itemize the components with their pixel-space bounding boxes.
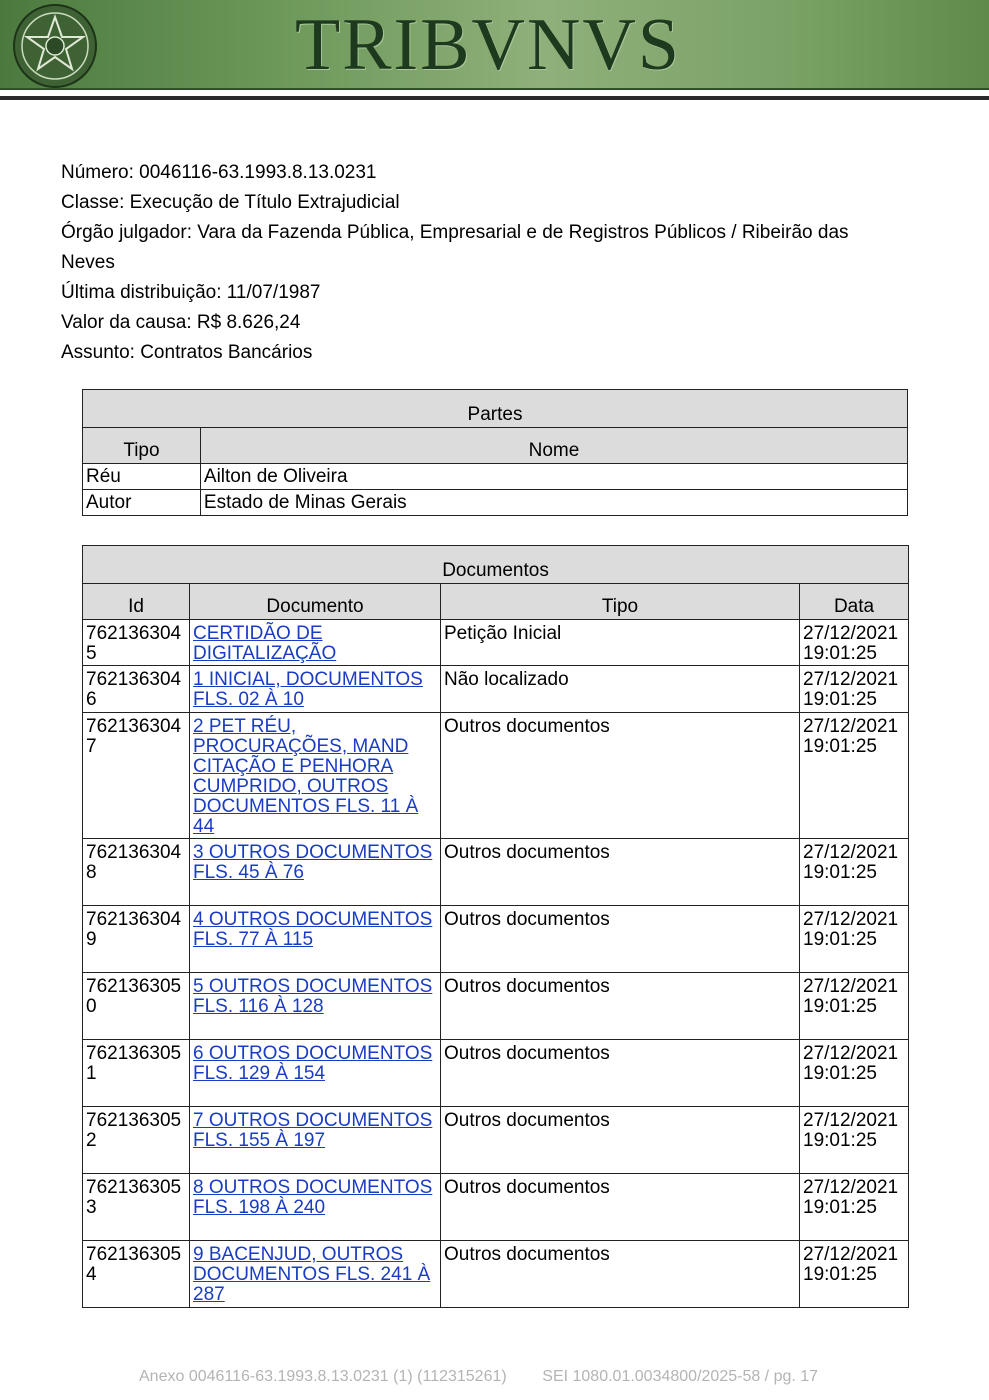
table-row — [83, 1040, 909, 1107]
document-link[interactable]: 6 OUTROS DOCUMENTOS FLS. 129 À 154 — [193, 1043, 433, 1084]
document-date: 27/12/2021 19:01:25 — [800, 1107, 909, 1174]
parties-header-row — [83, 428, 908, 464]
document-cell — [190, 839, 441, 906]
table-row — [83, 1174, 909, 1241]
parties-header-tipo: Tipo — [83, 428, 201, 464]
table-row — [83, 1107, 909, 1174]
document-link[interactable]: 2 PET RÉU, PROCURAÇÕES, MAND CITAÇÃO E PENHORA CUMPRIDO, OUTROS DOCUMENTOS FLS. 11 À 44 — [193, 716, 419, 837]
footer-anexo: Anexo 0046116-63.1993.8.13.0231 (1) (112315261) — [139, 1368, 507, 1385]
document-cell — [190, 666, 441, 713]
parties-caption-row — [83, 390, 908, 428]
table-row — [83, 490, 908, 516]
document-id: 7621363047 — [83, 713, 190, 839]
process-value: Valor da causa: R$ 8.626,24 — [61, 312, 301, 333]
document-type: Outros documentos — [441, 1174, 800, 1241]
documents-table — [82, 545, 909, 1308]
table-row — [83, 620, 909, 666]
document-id: 7621363053 — [83, 1174, 190, 1241]
document-date: 27/12/2021 19:01:25 — [800, 973, 909, 1040]
document-id: 7621363049 — [83, 906, 190, 973]
document-link[interactable]: CERTIDÃO DE DIGITALIZAÇÃO — [193, 623, 337, 664]
party-type: Autor — [83, 490, 201, 516]
document-type: Não localizado — [441, 666, 800, 713]
document-type: Outros documentos — [441, 839, 800, 906]
process-subject: Assunto: Contratos Bancários — [61, 342, 313, 363]
document-cell — [190, 906, 441, 973]
process-court-cont: Neves — [61, 252, 115, 273]
document-link[interactable]: 1 INICIAL, DOCUMENTOS FLS. 02 À 10 — [193, 669, 423, 710]
table-row — [83, 839, 909, 906]
parties-header-nome: Nome — [200, 428, 907, 464]
document-id: 7621363048 — [83, 839, 190, 906]
table-row — [83, 1241, 909, 1308]
table-row — [83, 973, 909, 1040]
documents-header-id: Id — [83, 584, 190, 620]
footer-sei: SEI 1080.01.0034800/2025-58 / pg. 17 — [542, 1368, 819, 1385]
document-cell — [190, 1107, 441, 1174]
document-date: 27/12/2021 19:01:25 — [800, 839, 909, 906]
logo-text: TRIBVNVS — [295, 4, 682, 86]
process-metadata — [61, 158, 921, 368]
document-type: Outros documentos — [441, 713, 800, 839]
parties-table — [82, 389, 908, 516]
party-name: Ailton de Oliveira — [200, 464, 907, 490]
document-cell — [190, 713, 441, 839]
document-cell — [190, 1040, 441, 1107]
document-link[interactable]: 5 OUTROS DOCUMENTOS FLS. 116 À 128 — [193, 976, 433, 1017]
party-name: Estado de Minas Gerais — [200, 490, 907, 516]
document-id: 7621363052 — [83, 1107, 190, 1174]
document-cell — [190, 620, 441, 666]
header-banner — [0, 0, 989, 90]
document-id: 7621363051 — [83, 1040, 190, 1107]
process-court: Órgão julgador: Vara da Fazenda Pública, Empresarial e de Registros Públicos / Ribeirão das — [61, 222, 849, 243]
document-cell — [190, 1174, 441, 1241]
page-footer — [139, 1368, 818, 1386]
document-type: Petição Inicial — [441, 620, 800, 666]
document-cell — [190, 1241, 441, 1308]
document-type: Outros documentos — [441, 973, 800, 1040]
document-link[interactable]: 7 OUTROS DOCUMENTOS FLS. 155 À 197 — [193, 1110, 433, 1151]
document-cell — [190, 973, 441, 1040]
document-date: 27/12/2021 19:01:25 — [800, 620, 909, 666]
table-row — [83, 713, 909, 839]
document-id: 7621363054 — [83, 1241, 190, 1308]
table-row — [83, 464, 908, 490]
document-type: Outros documentos — [441, 1107, 800, 1174]
document-type: Outros documentos — [441, 906, 800, 973]
document-link[interactable]: 8 OUTROS DOCUMENTOS FLS. 198 À 240 — [193, 1177, 433, 1218]
document-date: 27/12/2021 19:01:25 — [800, 1174, 909, 1241]
documents-header-row — [83, 584, 909, 620]
document-date: 27/12/2021 19:01:25 — [800, 1040, 909, 1107]
document-id: 7621363046 — [83, 666, 190, 713]
document-date: 27/12/2021 19:01:25 — [800, 666, 909, 713]
process-distribution: Última distribuição: 11/07/1987 — [61, 282, 321, 303]
document-id: 7621363045 — [83, 620, 190, 666]
parties-caption: Partes — [83, 390, 908, 428]
documents-header-tipo: Tipo — [441, 584, 800, 620]
table-row — [83, 906, 909, 973]
table-row — [83, 666, 909, 713]
process-number: Número: 0046116-63.1993.8.13.0231 — [61, 162, 377, 183]
documents-header-documento: Documento — [190, 584, 441, 620]
document-type: Outros documentos — [441, 1040, 800, 1107]
party-type: Réu — [83, 464, 201, 490]
documents-header-data: Data — [800, 584, 909, 620]
header-divider — [0, 96, 989, 100]
document-link[interactable]: 4 OUTROS DOCUMENTOS FLS. 77 À 115 — [193, 909, 433, 950]
document-date: 27/12/2021 19:01:25 — [800, 1241, 909, 1308]
documents-caption: Documentos — [83, 546, 909, 584]
document-date: 27/12/2021 19:01:25 — [800, 713, 909, 839]
document-link[interactable]: 3 OUTROS DOCUMENTOS FLS. 45 À 76 — [193, 842, 433, 883]
documents-caption-row — [83, 546, 909, 584]
document-date: 27/12/2021 19:01:25 — [800, 906, 909, 973]
document-type: Outros documentos — [441, 1241, 800, 1308]
coat-of-arms-seal-icon — [12, 3, 98, 89]
process-class: Classe: Execução de Título Extrajudicial — [61, 192, 400, 213]
document-id: 7621363050 — [83, 973, 190, 1040]
document-link[interactable]: 9 BACENJUD, OUTROS DOCUMENTOS FLS. 241 À 287 — [193, 1244, 431, 1305]
